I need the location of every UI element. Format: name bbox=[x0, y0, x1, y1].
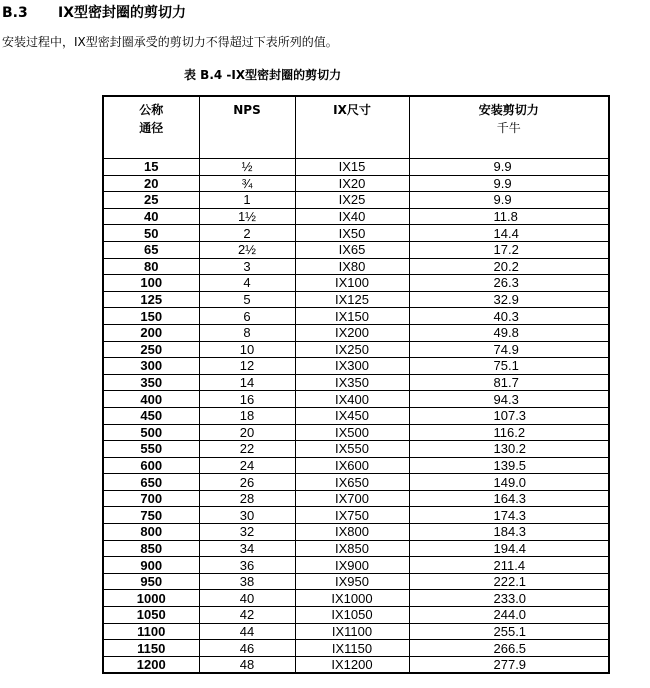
cell-size: IX1200 bbox=[295, 656, 409, 673]
cell-force: 149.0 bbox=[409, 474, 609, 491]
table-caption: 表 B.4 -IX型密封圈的剪切力 bbox=[184, 68, 342, 82]
table-row bbox=[103, 474, 609, 491]
cell-force: 49.8 bbox=[409, 324, 609, 341]
header-force bbox=[409, 96, 609, 159]
cell-force: 17.2 bbox=[409, 241, 609, 258]
cell-size: IX900 bbox=[295, 557, 409, 574]
cell-force: 174.3 bbox=[409, 507, 609, 524]
cell-force: 266.5 bbox=[409, 640, 609, 657]
table-row bbox=[103, 308, 609, 325]
cell-size: IX400 bbox=[295, 391, 409, 408]
cell-force: 40.3 bbox=[409, 308, 609, 325]
cell-dn: 450 bbox=[103, 407, 199, 424]
table-row bbox=[103, 573, 609, 590]
table-row bbox=[103, 407, 609, 424]
cell-nps: 34 bbox=[199, 540, 295, 557]
cell-force: 9.9 bbox=[409, 159, 609, 176]
header-force-unit: 千牛 bbox=[496, 121, 521, 135]
cell-size: IX750 bbox=[295, 507, 409, 524]
cell-force: 9.9 bbox=[409, 192, 609, 209]
cell-size: IX1150 bbox=[295, 640, 409, 657]
cell-dn: 500 bbox=[103, 424, 199, 441]
cell-dn: 350 bbox=[103, 374, 199, 391]
cell-dn: 850 bbox=[103, 540, 199, 557]
cell-size: IX25 bbox=[295, 192, 409, 209]
cell-size: IX1050 bbox=[295, 607, 409, 624]
cell-dn: 1050 bbox=[103, 607, 199, 624]
cell-size: IX125 bbox=[295, 291, 409, 308]
cell-nps: 14 bbox=[199, 374, 295, 391]
table-row bbox=[103, 640, 609, 657]
cell-dn: 900 bbox=[103, 557, 199, 574]
cell-force: 139.5 bbox=[409, 457, 609, 474]
table-row bbox=[103, 175, 609, 192]
cell-nps: 1½ bbox=[199, 208, 295, 225]
cell-size: IX100 bbox=[295, 275, 409, 292]
cell-nps: 5 bbox=[199, 291, 295, 308]
table-row bbox=[103, 291, 609, 308]
cell-size: IX50 bbox=[295, 225, 409, 242]
header-dn-line1: 公称 bbox=[139, 103, 164, 117]
cell-force: 81.7 bbox=[409, 374, 609, 391]
cell-dn: 1000 bbox=[103, 590, 199, 607]
table-row bbox=[103, 341, 609, 358]
cell-nps: 6 bbox=[199, 308, 295, 325]
cell-force: 75.1 bbox=[409, 358, 609, 375]
cell-dn: 15 bbox=[103, 159, 199, 176]
cell-force: 14.4 bbox=[409, 225, 609, 242]
cell-force: 116.2 bbox=[409, 424, 609, 441]
header-dn-line2: 通径 bbox=[139, 121, 164, 135]
cell-force: 255.1 bbox=[409, 623, 609, 640]
cell-dn: 1200 bbox=[103, 656, 199, 673]
section-title: IX型密封圈的剪切力 bbox=[58, 5, 187, 21]
cell-force: 26.3 bbox=[409, 275, 609, 292]
cell-size: IX65 bbox=[295, 241, 409, 258]
cell-nps: 16 bbox=[199, 391, 295, 408]
cell-nps: 26 bbox=[199, 474, 295, 491]
table-row bbox=[103, 540, 609, 557]
cell-size: IX550 bbox=[295, 441, 409, 458]
cell-force: 164.3 bbox=[409, 490, 609, 507]
table-row bbox=[103, 374, 609, 391]
cell-nps: ½ bbox=[199, 159, 295, 176]
cell-dn: 100 bbox=[103, 275, 199, 292]
cell-nps: 46 bbox=[199, 640, 295, 657]
intro-paragraph: 安装过程中，IX型密封圈承受的剪切力不得超过下表所列的值。 bbox=[2, 35, 338, 49]
table-row bbox=[103, 192, 609, 209]
cell-nps: 42 bbox=[199, 607, 295, 624]
table-body bbox=[103, 159, 609, 674]
cell-force: 32.9 bbox=[409, 291, 609, 308]
cell-nps: 1 bbox=[199, 192, 295, 209]
table-header bbox=[103, 96, 609, 159]
cell-force: 222.1 bbox=[409, 573, 609, 590]
cell-size: IX950 bbox=[295, 573, 409, 590]
cell-force: 107.3 bbox=[409, 407, 609, 424]
cell-force: 94.3 bbox=[409, 391, 609, 408]
table-row bbox=[103, 607, 609, 624]
cell-force: 277.9 bbox=[409, 656, 609, 673]
cell-dn: 50 bbox=[103, 225, 199, 242]
cell-dn: 80 bbox=[103, 258, 199, 275]
cell-nps: 4 bbox=[199, 275, 295, 292]
cell-nps: 36 bbox=[199, 557, 295, 574]
header-size: IX尺寸 bbox=[295, 96, 409, 159]
cell-size: IX650 bbox=[295, 474, 409, 491]
cell-nps: 3 bbox=[199, 258, 295, 275]
cell-force: 11.8 bbox=[409, 208, 609, 225]
table-row bbox=[103, 358, 609, 375]
cell-nps: 48 bbox=[199, 656, 295, 673]
cell-nps: 32 bbox=[199, 524, 295, 541]
header-dn bbox=[103, 96, 199, 159]
section-number: B.3 bbox=[2, 5, 28, 21]
cell-size: IX1000 bbox=[295, 590, 409, 607]
cell-force: 211.4 bbox=[409, 557, 609, 574]
cell-dn: 250 bbox=[103, 341, 199, 358]
cell-nps: 24 bbox=[199, 457, 295, 474]
table-row bbox=[103, 441, 609, 458]
table-row bbox=[103, 557, 609, 574]
cell-nps: 10 bbox=[199, 341, 295, 358]
cell-dn: 25 bbox=[103, 192, 199, 209]
cell-nps: 2½ bbox=[199, 241, 295, 258]
cell-nps: 30 bbox=[199, 507, 295, 524]
cell-size: IX700 bbox=[295, 490, 409, 507]
cell-size: IX150 bbox=[295, 308, 409, 325]
table-row bbox=[103, 656, 609, 673]
cell-size: IX350 bbox=[295, 374, 409, 391]
cell-dn: 300 bbox=[103, 358, 199, 375]
header-row bbox=[103, 96, 609, 159]
table-row bbox=[103, 275, 609, 292]
cell-nps: 40 bbox=[199, 590, 295, 607]
cell-force: 194.4 bbox=[409, 540, 609, 557]
table-row bbox=[103, 258, 609, 275]
cell-force: 130.2 bbox=[409, 441, 609, 458]
cell-nps: 18 bbox=[199, 407, 295, 424]
cell-dn: 550 bbox=[103, 441, 199, 458]
cell-dn: 800 bbox=[103, 524, 199, 541]
cell-dn: 700 bbox=[103, 490, 199, 507]
cell-size: IX500 bbox=[295, 424, 409, 441]
cell-size: IX600 bbox=[295, 457, 409, 474]
cell-force: 9.9 bbox=[409, 175, 609, 192]
table-row bbox=[103, 524, 609, 541]
cell-dn: 400 bbox=[103, 391, 199, 408]
cell-dn: 950 bbox=[103, 573, 199, 590]
cell-nps: ¾ bbox=[199, 175, 295, 192]
table-row bbox=[103, 391, 609, 408]
cell-dn: 20 bbox=[103, 175, 199, 192]
cell-dn: 200 bbox=[103, 324, 199, 341]
cell-nps: 38 bbox=[199, 573, 295, 590]
table-row bbox=[103, 590, 609, 607]
cell-size: IX1100 bbox=[295, 623, 409, 640]
table-row bbox=[103, 241, 609, 258]
cell-dn: 40 bbox=[103, 208, 199, 225]
table-row bbox=[103, 490, 609, 507]
cell-dn: 600 bbox=[103, 457, 199, 474]
table-row bbox=[103, 225, 609, 242]
cell-nps: 22 bbox=[199, 441, 295, 458]
cell-size: IX250 bbox=[295, 341, 409, 358]
cell-force: 233.0 bbox=[409, 590, 609, 607]
shear-force-table bbox=[102, 95, 610, 674]
cell-dn: 150 bbox=[103, 308, 199, 325]
table-row bbox=[103, 324, 609, 341]
cell-size: IX450 bbox=[295, 407, 409, 424]
cell-size: IX200 bbox=[295, 324, 409, 341]
cell-dn: 750 bbox=[103, 507, 199, 524]
cell-size: IX20 bbox=[295, 175, 409, 192]
cell-nps: 2 bbox=[199, 225, 295, 242]
cell-force: 184.3 bbox=[409, 524, 609, 541]
table-row bbox=[103, 623, 609, 640]
cell-size: IX40 bbox=[295, 208, 409, 225]
header-nps: NPS bbox=[199, 96, 295, 159]
table-row bbox=[103, 159, 609, 176]
cell-dn: 1150 bbox=[103, 640, 199, 657]
table-row bbox=[103, 208, 609, 225]
cell-size: IX300 bbox=[295, 358, 409, 375]
cell-force: 74.9 bbox=[409, 341, 609, 358]
cell-nps: 12 bbox=[199, 358, 295, 375]
cell-dn: 1100 bbox=[103, 623, 199, 640]
cell-dn: 65 bbox=[103, 241, 199, 258]
cell-nps: 28 bbox=[199, 490, 295, 507]
cell-size: IX80 bbox=[295, 258, 409, 275]
cell-dn: 650 bbox=[103, 474, 199, 491]
cell-nps: 20 bbox=[199, 424, 295, 441]
cell-size: IX850 bbox=[295, 540, 409, 557]
cell-size: IX800 bbox=[295, 524, 409, 541]
table-row bbox=[103, 507, 609, 524]
cell-nps: 8 bbox=[199, 324, 295, 341]
cell-dn: 125 bbox=[103, 291, 199, 308]
cell-force: 244.0 bbox=[409, 607, 609, 624]
cell-size: IX15 bbox=[295, 159, 409, 176]
header-force-label: 安装剪切力 bbox=[478, 103, 539, 117]
cell-nps: 44 bbox=[199, 623, 295, 640]
cell-force: 20.2 bbox=[409, 258, 609, 275]
table-row bbox=[103, 424, 609, 441]
table-row bbox=[103, 457, 609, 474]
section-heading bbox=[2, 2, 186, 22]
